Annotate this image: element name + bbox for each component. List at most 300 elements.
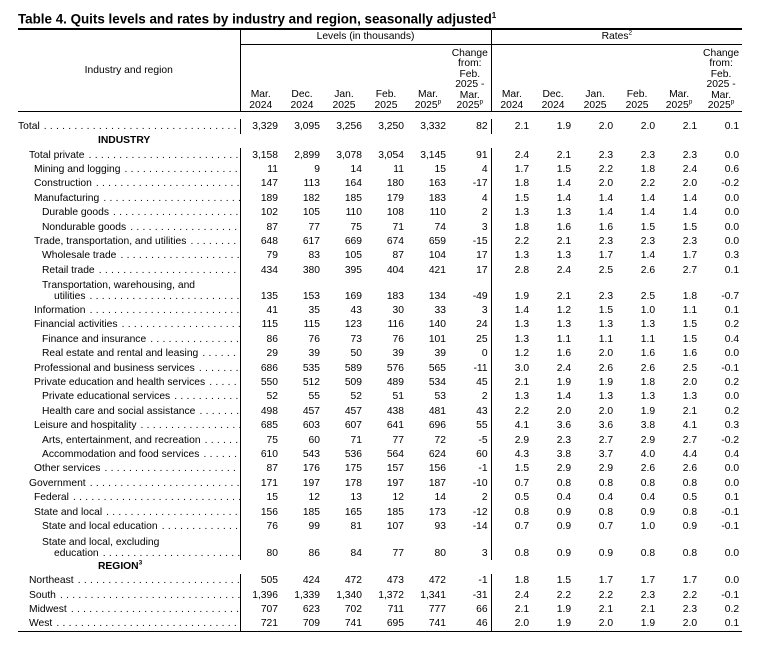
rate-cell: 1.4 xyxy=(556,178,572,190)
rate-cell: 0.2 xyxy=(724,377,740,389)
row-label-text: Nondurable goods xyxy=(42,221,127,233)
rate-cell: 1.9 xyxy=(598,377,614,389)
level-cell: 81 xyxy=(350,520,362,532)
rate-cell: 2.7 xyxy=(598,434,614,446)
row-label xyxy=(18,347,240,361)
rate-cell: 3.7 xyxy=(598,448,614,460)
row-label-wrap xyxy=(34,305,240,316)
rate-cell: 2.6 xyxy=(640,362,656,374)
table-row xyxy=(18,220,742,234)
level-cell: 543 xyxy=(302,448,320,460)
level-cell: 71 xyxy=(392,221,404,233)
level-cell: 156 xyxy=(240,505,281,519)
row-label-wrap xyxy=(42,435,240,446)
level-cell: 175 xyxy=(344,463,362,475)
rate-cell: 2.0 xyxy=(574,617,616,632)
rate-cell: 0.1 xyxy=(724,305,740,317)
table-header xyxy=(18,29,742,112)
rate-cell: 1.2 xyxy=(556,305,572,317)
row-label-text: Midwest xyxy=(29,604,67,616)
preliminary-marker: p xyxy=(479,98,484,106)
rate-cell: 0.8 xyxy=(640,547,656,559)
level-cell: 489 xyxy=(386,377,404,389)
level-cell: 2 xyxy=(481,492,488,504)
level-cell: 1,341 xyxy=(420,589,446,601)
table-row xyxy=(18,205,742,219)
level-cell: 4 xyxy=(481,163,488,175)
rate-cell: -0.1 xyxy=(721,520,740,532)
rate-cell: 1.3 xyxy=(491,390,532,404)
row-label-text: Accommodation and food services xyxy=(42,448,200,460)
change-line: from: xyxy=(709,58,733,70)
level-cell: 185 xyxy=(386,506,404,518)
level-cell: 669 xyxy=(344,235,362,247)
level-cell: 46 xyxy=(449,617,491,632)
row-label-wrap xyxy=(42,250,240,261)
rate-cell: -0.7 xyxy=(721,291,740,303)
level-cell: 140 xyxy=(428,319,446,331)
level-cell: 197 xyxy=(386,477,404,489)
preliminary-marker: p xyxy=(730,98,735,106)
rate-cell: 1.5 xyxy=(491,462,532,476)
rate-cell: 0.8 xyxy=(682,506,698,518)
rate-cell: 1.8 xyxy=(491,177,532,191)
row-label xyxy=(18,375,240,389)
row-label-wrap xyxy=(42,348,240,359)
level-cell: 472 xyxy=(428,575,446,587)
level-cell: 3,256 xyxy=(336,121,362,133)
rate-cell: 2.3 xyxy=(640,235,656,247)
section-heading xyxy=(18,560,240,574)
level-cell: 610 xyxy=(240,447,281,461)
level-cell: 39 xyxy=(308,348,320,360)
level-cell: 17 xyxy=(476,264,488,276)
rate-cell: 2.3 xyxy=(598,291,614,303)
rate-cell: 0.4 xyxy=(556,492,572,504)
rate-cell: 1.8 xyxy=(682,291,698,303)
row-label-text: Health care and social assistance xyxy=(42,405,196,417)
rate-cell: 1.4 xyxy=(556,391,572,403)
rate-cell: 1.1 xyxy=(598,333,614,345)
level-cell: 1,372 xyxy=(378,589,404,601)
row-label-text: State and local education xyxy=(42,520,158,532)
rate-cell: 2.1 xyxy=(682,405,698,417)
level-cell: 43 xyxy=(476,405,488,417)
level-cell: 1,396 xyxy=(240,588,281,602)
level-cell: 153 xyxy=(302,291,320,303)
row-label-wrap xyxy=(34,463,240,474)
rate-cell: 0.8 xyxy=(682,477,698,489)
rate-cell: 0.8 xyxy=(556,477,572,489)
level-cell: 33 xyxy=(434,305,446,317)
rate-cell: 1.5 xyxy=(640,221,656,233)
table-row xyxy=(18,476,742,490)
year-label: 2024 xyxy=(249,99,273,111)
level-cell: 197 xyxy=(302,477,320,489)
table-row xyxy=(18,462,742,476)
table-row xyxy=(18,361,742,375)
rate-cell: 2.4 xyxy=(556,264,572,276)
level-cell: 60 xyxy=(476,448,488,460)
month-label: Jan. xyxy=(585,89,605,101)
level-cell: 53 xyxy=(434,391,446,403)
table-row xyxy=(18,447,742,461)
level-cell: 179 xyxy=(386,192,404,204)
table-row xyxy=(18,303,742,317)
rate-cell: 1.3 xyxy=(640,319,656,331)
rate-cell: 3.8 xyxy=(556,448,572,460)
level-cell: 13 xyxy=(350,492,362,504)
level-cell: -12 xyxy=(472,506,488,518)
level-cell: 576 xyxy=(386,362,404,374)
rate-cell: 2.6 xyxy=(598,362,614,374)
level-cell: 535 xyxy=(302,362,320,374)
table-row xyxy=(18,560,742,574)
table-row xyxy=(18,134,742,148)
rate-cell: 1.3 xyxy=(491,332,532,346)
spacer xyxy=(18,112,742,120)
month-label: Mar. xyxy=(250,89,271,101)
row-label-line2: education xyxy=(54,547,99,559)
rate-cell: 1.3 xyxy=(682,391,698,403)
row-label xyxy=(18,462,240,476)
level-cell: 165 xyxy=(344,506,362,518)
level-cell: 29 xyxy=(240,347,281,361)
rate-cell: 0.1 xyxy=(700,617,742,632)
level-cell: 648 xyxy=(240,234,281,248)
level-cell: 421 xyxy=(428,264,446,276)
level-cell: 4 xyxy=(481,192,488,204)
row-label xyxy=(18,177,240,191)
rate-cell: 0.6 xyxy=(724,163,740,175)
rate-cell: 1.9 xyxy=(532,617,574,632)
rate-cell: 1.7 xyxy=(682,250,698,262)
level-cell: 105 xyxy=(344,250,362,262)
rate-cell: 0.0 xyxy=(724,547,740,559)
rate-cell: 4.4 xyxy=(682,448,698,460)
level-cell: 104 xyxy=(428,250,446,262)
level-cell: 189 xyxy=(240,191,281,205)
levels-month-header xyxy=(323,45,365,112)
rate-cell: 2.1 xyxy=(556,235,572,247)
rate-cell: 0.9 xyxy=(682,520,698,532)
level-cell: -49 xyxy=(472,291,488,303)
level-cell: 395 xyxy=(344,264,362,276)
level-cell: 101 xyxy=(428,333,446,345)
level-cell: 86 xyxy=(240,332,281,346)
row-label-text: Retail trade xyxy=(42,264,95,276)
rate-cell: 1.4 xyxy=(598,192,614,204)
row-label xyxy=(18,191,240,205)
table-row xyxy=(18,263,742,277)
level-cell: 534 xyxy=(428,377,446,389)
rate-cell: 1.6 xyxy=(640,348,656,360)
row-label-text: Construction xyxy=(34,178,92,190)
rate-cell: 0.1 xyxy=(724,264,740,276)
rate-cell: 2.2 xyxy=(598,589,614,601)
row-label-text: Federal xyxy=(34,492,69,504)
rate-cell: 1.3 xyxy=(491,205,532,219)
level-cell: 777 xyxy=(428,604,446,616)
rate-cell: 0.0 xyxy=(724,149,740,161)
level-cell: 498 xyxy=(240,404,281,418)
row-label-text: Wholesale trade xyxy=(42,250,117,262)
row-label-wrap xyxy=(42,391,240,402)
rate-cell: 0.9 xyxy=(556,547,572,559)
rate-cell: 2.4 xyxy=(491,148,532,162)
rate-cell: 1.8 xyxy=(640,163,656,175)
year-label: 2025 xyxy=(414,99,438,111)
rate-cell: 2.6 xyxy=(640,463,656,475)
rates-group-label: Rates xyxy=(601,31,629,43)
quits-table xyxy=(18,28,742,632)
rates-month-header xyxy=(532,45,574,112)
rate-cell: 1.5 xyxy=(682,319,698,331)
rate-cell: 2.1 xyxy=(491,602,532,616)
level-cell: 39 xyxy=(434,348,446,360)
level-cell: 424 xyxy=(302,575,320,587)
rate-cell: 0.8 xyxy=(682,547,698,559)
level-cell: 550 xyxy=(240,375,281,389)
level-cell: 75 xyxy=(350,221,362,233)
level-cell: -1 xyxy=(478,575,488,587)
row-label-wrap xyxy=(29,590,240,601)
rate-cell: 0.8 xyxy=(598,477,614,489)
row-label-text: Durable goods xyxy=(42,207,109,219)
row-label-wrap xyxy=(34,507,240,518)
table-row xyxy=(18,177,742,191)
section-spacer xyxy=(240,560,742,574)
rate-cell: 3.0 xyxy=(491,361,532,375)
rate-cell: 2.9 xyxy=(556,463,572,475)
row-label xyxy=(18,277,240,303)
month-label: Dec. xyxy=(291,89,313,101)
row-label xyxy=(18,404,240,418)
level-cell: 173 xyxy=(428,506,446,518)
rate-cell: 1.4 xyxy=(682,207,698,219)
levels-month-header xyxy=(407,45,449,112)
month-label: Feb. xyxy=(626,89,648,101)
rate-cell: 1.1 xyxy=(682,305,698,317)
title-footnote-marker: 1 xyxy=(491,11,497,20)
table-row xyxy=(18,534,742,560)
row-label-line1: Transportation, warehousing, and xyxy=(42,280,196,292)
rate-cell: 1.0 xyxy=(640,305,656,317)
level-cell: 505 xyxy=(240,574,281,588)
level-cell: 91 xyxy=(476,149,488,161)
rate-cell: 0.2 xyxy=(724,604,740,616)
level-cell: 147 xyxy=(240,177,281,191)
row-label-wrap xyxy=(42,521,240,532)
rate-cell: 3.8 xyxy=(640,420,656,432)
rate-cell: 0.0 xyxy=(724,463,740,475)
level-cell: 156 xyxy=(428,463,446,475)
rate-cell: 0.4 xyxy=(640,492,656,504)
preliminary-marker: p xyxy=(437,98,442,106)
rate-cell: 0.8 xyxy=(640,477,656,489)
level-cell: 55 xyxy=(476,420,488,432)
row-label-wrap xyxy=(34,377,240,388)
level-cell: -10 xyxy=(472,477,488,489)
section-heading xyxy=(18,134,240,148)
level-cell: 3,054 xyxy=(378,149,404,161)
rate-cell: 1.3 xyxy=(556,207,572,219)
level-cell: 52 xyxy=(350,391,362,403)
row-label-wrap xyxy=(34,492,240,503)
level-cell: 45 xyxy=(476,377,488,389)
rate-cell: 1.4 xyxy=(640,207,656,219)
rate-cell: 2.2 xyxy=(598,163,614,175)
row-label-text: Real estate and rental and leasing xyxy=(42,348,199,360)
rate-cell: 2.9 xyxy=(598,463,614,475)
level-cell: 685 xyxy=(240,419,281,433)
level-cell: -14 xyxy=(472,520,488,532)
table-title xyxy=(18,8,750,27)
change-line: 2025 xyxy=(707,100,731,112)
level-cell: 41 xyxy=(240,303,281,317)
level-cell: 115 xyxy=(303,319,320,331)
rate-cell: 0.8 xyxy=(491,534,532,560)
level-cell: 512 xyxy=(302,377,320,389)
level-cell: 589 xyxy=(344,362,362,374)
table-row xyxy=(18,148,742,162)
row-label-wrap xyxy=(34,236,240,247)
level-cell: 83 xyxy=(308,250,320,262)
row-label xyxy=(18,162,240,176)
level-cell: 11 xyxy=(393,163,404,175)
level-cell: 565 xyxy=(428,362,446,374)
rate-cell: 2.3 xyxy=(640,589,656,601)
table-row xyxy=(18,277,742,303)
rate-cell: 1.0 xyxy=(640,520,656,532)
level-cell: 9 xyxy=(314,163,320,175)
section-label: INDUSTRY xyxy=(98,135,151,147)
rate-cell: 1.4 xyxy=(598,207,614,219)
rate-cell: 1.9 xyxy=(640,405,656,417)
level-cell: 182 xyxy=(302,192,320,204)
rate-cell: 1.4 xyxy=(682,192,698,204)
table-row xyxy=(18,234,742,248)
rate-cell: 2.4 xyxy=(556,362,572,374)
row-label-line2-wrap xyxy=(42,291,240,302)
row-label-text: Professional and business services xyxy=(34,362,195,374)
rate-cell: 0.0 xyxy=(724,221,740,233)
section-spacer xyxy=(240,134,742,148)
level-cell: 86 xyxy=(308,547,320,559)
rates-month-header xyxy=(616,45,658,112)
industry-region-header: Industry and region xyxy=(18,29,240,112)
rate-cell: 0.4 xyxy=(598,492,614,504)
year-label: 2025 xyxy=(625,99,649,111)
rate-cell: 2.3 xyxy=(640,149,656,161)
rate-cell: 1.8 xyxy=(491,220,532,234)
rates-footnote-marker: 2 xyxy=(628,29,633,37)
level-cell: 75 xyxy=(240,433,281,447)
rate-cell: 2.1 xyxy=(598,604,614,616)
rate-cell: 1.6 xyxy=(682,348,698,360)
month-label: Mar. xyxy=(417,89,439,101)
rate-cell: 1.3 xyxy=(640,391,656,403)
level-cell: 607 xyxy=(344,420,362,432)
level-cell: 438 xyxy=(386,405,404,417)
level-cell: 3,145 xyxy=(420,149,446,161)
year-label: 2024 xyxy=(541,99,565,111)
table-row xyxy=(18,249,742,263)
section-label: REGION xyxy=(98,561,139,573)
level-cell: 55 xyxy=(308,391,320,403)
rate-cell: 2.0 xyxy=(598,405,614,417)
table-row xyxy=(18,112,742,120)
level-cell: 87 xyxy=(240,220,281,234)
row-label xyxy=(18,234,240,248)
level-cell: 76 xyxy=(308,333,320,345)
rate-cell: 1.5 xyxy=(556,163,572,175)
rate-cell: 0.0 xyxy=(724,391,740,403)
level-cell: 702 xyxy=(344,604,362,616)
rate-cell: 2.9 xyxy=(640,434,656,446)
level-cell: 116 xyxy=(387,319,404,331)
level-cell: 509 xyxy=(344,377,362,389)
rate-cell: 0.9 xyxy=(640,506,656,518)
table-row xyxy=(18,519,742,533)
year-label: 2024 xyxy=(500,99,524,111)
rate-cell: 1.3 xyxy=(598,391,614,403)
level-cell: 72 xyxy=(434,434,446,446)
level-cell: 110 xyxy=(429,207,446,219)
rate-cell: 2.1 xyxy=(556,149,572,161)
rate-cell: 0.4 xyxy=(724,448,740,460)
level-cell: 14 xyxy=(434,492,446,504)
year-label: 2025 xyxy=(665,99,689,111)
level-cell: 24 xyxy=(476,319,488,331)
rate-cell: 2.3 xyxy=(682,604,698,616)
row-label xyxy=(18,617,240,632)
level-cell: -31 xyxy=(472,589,488,601)
row-label-wrap xyxy=(42,265,240,276)
rate-cell: 2.5 xyxy=(598,264,614,276)
level-cell: 80 xyxy=(240,534,281,560)
row-label xyxy=(18,433,240,447)
change-line: Feb. xyxy=(710,68,732,80)
row-label-wrap xyxy=(42,449,240,460)
level-cell: 624 xyxy=(428,448,446,460)
row-label-wrap xyxy=(34,193,240,204)
row-label xyxy=(18,263,240,277)
year-label: 2025 xyxy=(583,99,607,111)
table-row xyxy=(18,490,742,504)
rate-cell: 2.5 xyxy=(640,291,656,303)
table-row xyxy=(18,119,742,133)
level-cell: 434 xyxy=(240,263,281,277)
level-cell: 66 xyxy=(476,604,488,616)
level-cell: 180 xyxy=(386,178,404,190)
levels-change-header xyxy=(449,45,491,112)
level-cell: 2,899 xyxy=(294,149,320,161)
table-row xyxy=(18,318,742,332)
level-cell: 77 xyxy=(392,434,404,446)
year-label: 2025 xyxy=(332,99,356,111)
level-cell: 404 xyxy=(386,264,404,276)
level-cell: 721 xyxy=(240,617,281,632)
rate-cell: 2.0 xyxy=(598,121,614,133)
rate-cell: 0.7 xyxy=(491,519,532,533)
level-cell: 157 xyxy=(386,463,404,475)
month-label: Mar. xyxy=(669,89,690,101)
level-cell: 3 xyxy=(481,547,488,559)
level-cell: 187 xyxy=(428,477,446,489)
level-cell: 84 xyxy=(350,547,362,559)
change-line: 2025 - xyxy=(706,79,736,91)
